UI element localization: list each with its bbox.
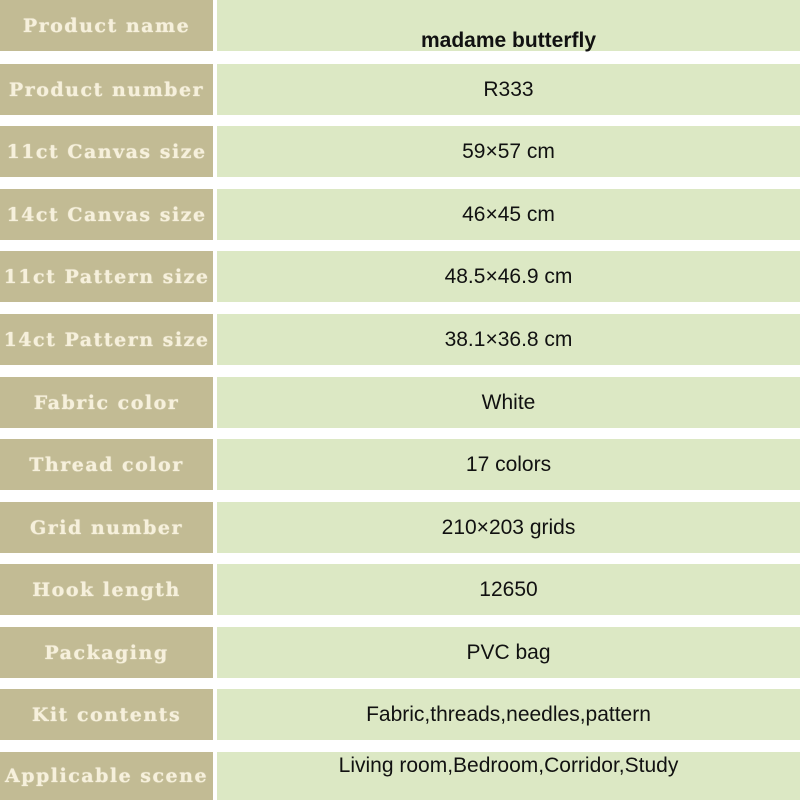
spec-value: 48.5×46.9 cm (444, 264, 573, 288)
spec-value: White (481, 390, 536, 414)
spec-value: 17 colors (465, 452, 552, 476)
spec-value-cell (217, 564, 800, 615)
spec-label-cell (0, 189, 213, 240)
spec-label: Packaging (44, 641, 169, 664)
spec-value-cell (217, 314, 800, 365)
spec-label-cell (0, 627, 213, 678)
spec-value: 46×45 cm (462, 202, 555, 226)
spec-label-cell (0, 0, 213, 51)
spec-label: 11ct Pattern size (3, 265, 210, 288)
spec-label-cell (0, 689, 213, 740)
spec-value: R333 (483, 77, 534, 101)
spec-row-14ct-canvas-size (0, 189, 800, 240)
spec-row-11ct-canvas-size (0, 126, 800, 177)
spec-row-kit-contents (0, 689, 800, 740)
spec-value: Living room,Bedroom,Corridor,Study (338, 754, 679, 777)
spec-row-hook-length (0, 564, 800, 615)
spec-value-cell (217, 627, 800, 678)
spec-label-cell (0, 251, 213, 302)
spec-row-applicable-scene (0, 752, 800, 800)
spec-label-cell (0, 564, 213, 615)
spec-label: Kit contents (31, 703, 182, 726)
spec-label: Fabric color (33, 391, 180, 414)
spec-row-14ct-pattern-size (0, 314, 800, 365)
spec-label-cell (0, 752, 213, 800)
spec-value-cell (217, 502, 800, 553)
spec-label-cell (0, 502, 213, 553)
spec-label-cell (0, 377, 213, 428)
spec-value: 38.1×36.8 cm (444, 327, 573, 351)
spec-label: 11ct Canvas size (6, 140, 207, 163)
spec-value-cell (217, 752, 800, 800)
spec-value: madame butterfly (420, 28, 597, 52)
spec-label: Hook length (32, 578, 181, 601)
spec-value: 12650 (479, 577, 538, 601)
spec-row-thread-color (0, 439, 800, 490)
spec-label: Grid number (30, 516, 183, 539)
spec-label-cell (0, 439, 213, 490)
spec-label: Product number (8, 78, 205, 101)
spec-row-11ct-pattern-size (0, 251, 800, 302)
spec-value-cell (217, 689, 800, 740)
spec-value-cell (217, 126, 800, 177)
spec-row-packaging (0, 627, 800, 678)
spec-value: Fabric,threads,needles,pattern (366, 702, 651, 726)
spec-label-cell (0, 126, 213, 177)
spec-value-cell (217, 64, 800, 115)
spec-label: 14ct Canvas size (6, 203, 207, 226)
spec-value: 59×57 cm (462, 139, 555, 163)
spec-label: Product name (22, 14, 191, 37)
spec-value-cell (217, 251, 800, 302)
spec-label: 14ct Pattern size (3, 328, 210, 351)
spec-value-cell (217, 189, 800, 240)
spec-row-fabric-color (0, 377, 800, 428)
spec-value-cell (217, 439, 800, 490)
spec-label: Applicable scene (4, 765, 209, 787)
spec-label-cell (0, 314, 213, 365)
spec-value-cell (217, 0, 800, 51)
spec-value: 210×203 grids (441, 515, 576, 539)
spec-value-cell (217, 377, 800, 428)
spec-label: Thread color (29, 453, 184, 476)
spec-label-cell (0, 64, 213, 115)
spec-value: PVC bag (466, 640, 551, 664)
spec-row-grid-number (0, 502, 800, 553)
spec-row-product-name (0, 0, 800, 51)
spec-row-product-number (0, 64, 800, 115)
